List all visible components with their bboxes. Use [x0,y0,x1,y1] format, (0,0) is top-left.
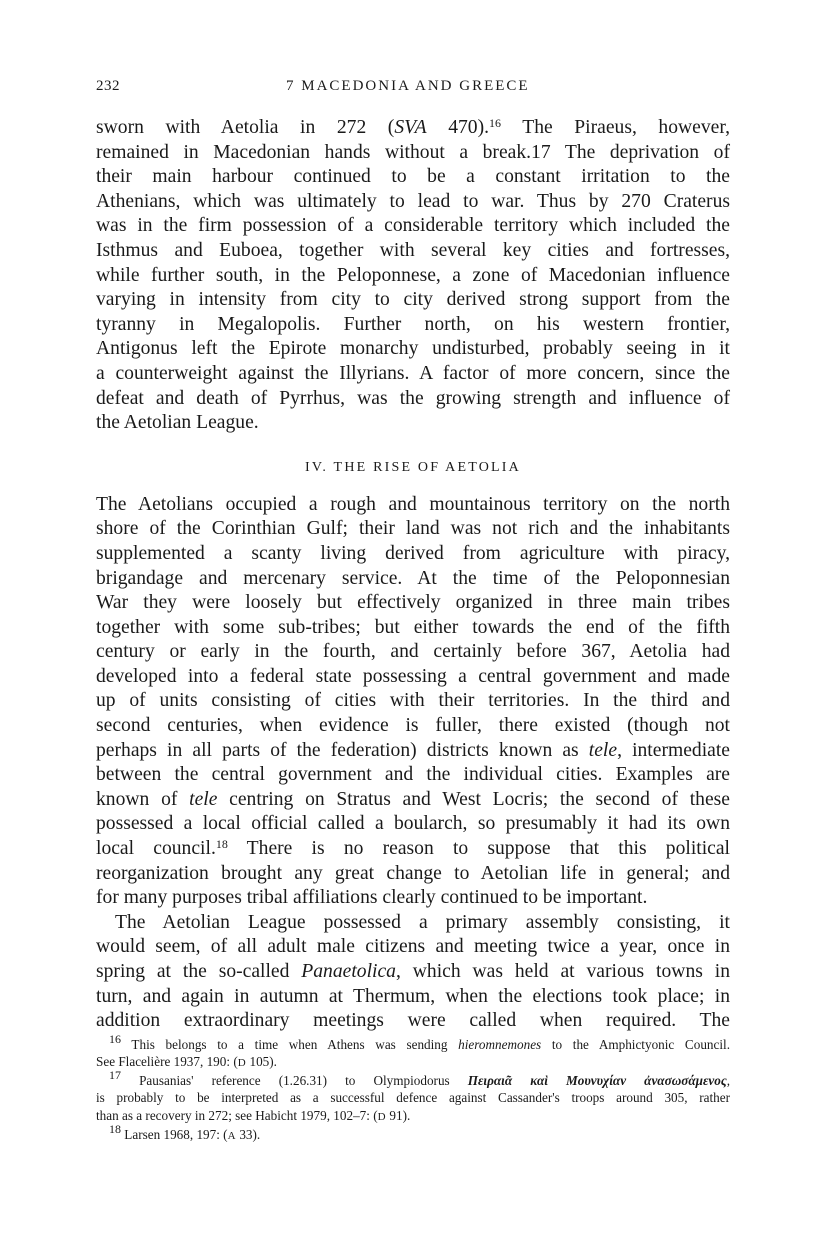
text-line: shore of the Corinthian Gulf; their land was not rich and the inhabitants [96,518,730,540]
running-head [96,78,730,100]
text-line: developed into a federal state possessing a central government and made [96,665,730,687]
footnotes [96,1031,731,1145]
footnote-line: $^{18}$ Larsen 1968, 197: (A 33). [109,1121,261,1142]
footnote-16 [96,1031,730,1072]
text-line: the Aetolian League. [96,412,259,434]
chapter-title: 7 MACEDONIA AND GREECE [286,78,530,94]
paragraph-3 [96,911,730,1034]
page-number: 232 [96,78,120,94]
footnote-18 [96,1121,730,1145]
text-line: addition extraordinary meetings were called when required. The [96,1010,730,1032]
text-line: local council.$^{18}$ There is no reason to suppose that this political [96,837,730,860]
text-line: Antigonus left the Epirote monarchy undisturbed, probably seeing in it [96,338,730,360]
text-line: tyranny in Megalopolis. Further north, on his western frontier, [96,313,730,335]
text-line: was in the firm possession of a considerable territory which included the [96,215,730,237]
text-line: while further south, in the Peloponnese, a zone of Macedonian influence [96,264,730,286]
paragraph-1 [96,116,730,436]
footnote-line: is probably to be interpreted as a successful defence against Cassander's troops around 305, rather [96,1090,730,1106]
text-line: for many purposes tribal affiliations clearly continued to be important. [96,887,648,909]
text-line: The Aetolians occupied a rough and mountainous territory on the north [96,493,730,515]
text-line: second centuries, when evidence is fuller, there existed (though not [96,715,730,737]
text-line: between the central government and the individual cities. Examples are [96,764,730,786]
footnote-line: $^{17}$ Pausanias' reference (1.26.31) to Olympiodorus Πειραιᾶ καὶ Μουνυχίαν ἀνασωσάμενος, [109,1068,731,1089]
text-line: a counterweight against the Illyrians. A factor of more concern, since the [96,362,730,384]
section-heading: IV. THE RISE OF AETOLIA [305,459,521,475]
text-line: The Aetolian League possessed a primary assembly consisting, it [115,911,730,933]
text-line: up of units consisting of cities with their territories. In the third and [96,690,730,712]
text-line: their main harbour continued to be a constant irritation to the [96,166,730,188]
text-line: War they were loosely but effectively organized in three main tribes [96,592,730,614]
footnote-line: See Flacelière 1937, 190: (D 105). [96,1053,277,1069]
footnote-line: than as a recovery in 272; see Habicht 1979, 102–7: (D 91). [96,1107,411,1123]
text-line: perhaps in all parts of the federation) districts known as tele, intermediate [96,739,730,761]
text-line: Athenians, which was ultimately to lead to war. Thus by 270 Craterus [96,190,730,212]
text-line: reorganization brought any great change to Aetolian life in general; and [96,862,730,884]
text-line: known of tele centring on Stratus and West Locris; the second of these [96,788,730,810]
book-page [96,78,730,1145]
text-line: brigandage and mercenary service. At the time of the Peloponnesian [96,567,730,589]
text-line: defeat and death of Pyrrhus, was the growing strength and influence of [96,387,730,409]
footnote-17 [96,1068,731,1126]
text-line: supplemented a scanty living derived from agriculture with piracy, [96,542,730,564]
text-line: would seem, of all adult male citizens and meeting twice a year, once in [96,936,730,958]
text-line: spring at the so-called Panaetolica, which was held at various towns in [96,961,730,982]
text-line: varying in intensity from city to city derived strong support from the [96,289,730,311]
text-line: sworn with Aetolia in 272 (SVA 470).$^{16}$ The Piraeus, however, [96,116,730,138]
text-line: turn, and again in autumn at Thermum, when the elections took place; in [96,985,730,1007]
text-line: century or early in the fourth, and certainly before 367, Aetolia had [96,641,730,663]
footnote-line: $^{16}$ This belongs to a time when Athens was sending hieromnemones to the Amphictyonic Council. [109,1031,730,1052]
text-line: together with some sub-tribes; but either towards the end of the fifth [96,616,730,638]
paragraph-2 [96,493,730,911]
text-line: possessed a local official called a boularch, so presumably it had its own [96,813,730,835]
text-line: Isthmus and Euboea, together with several key cities and fortresses, [96,239,730,261]
text-line: remained in Macedonian hands without a break.17 The deprivation of [96,141,730,163]
